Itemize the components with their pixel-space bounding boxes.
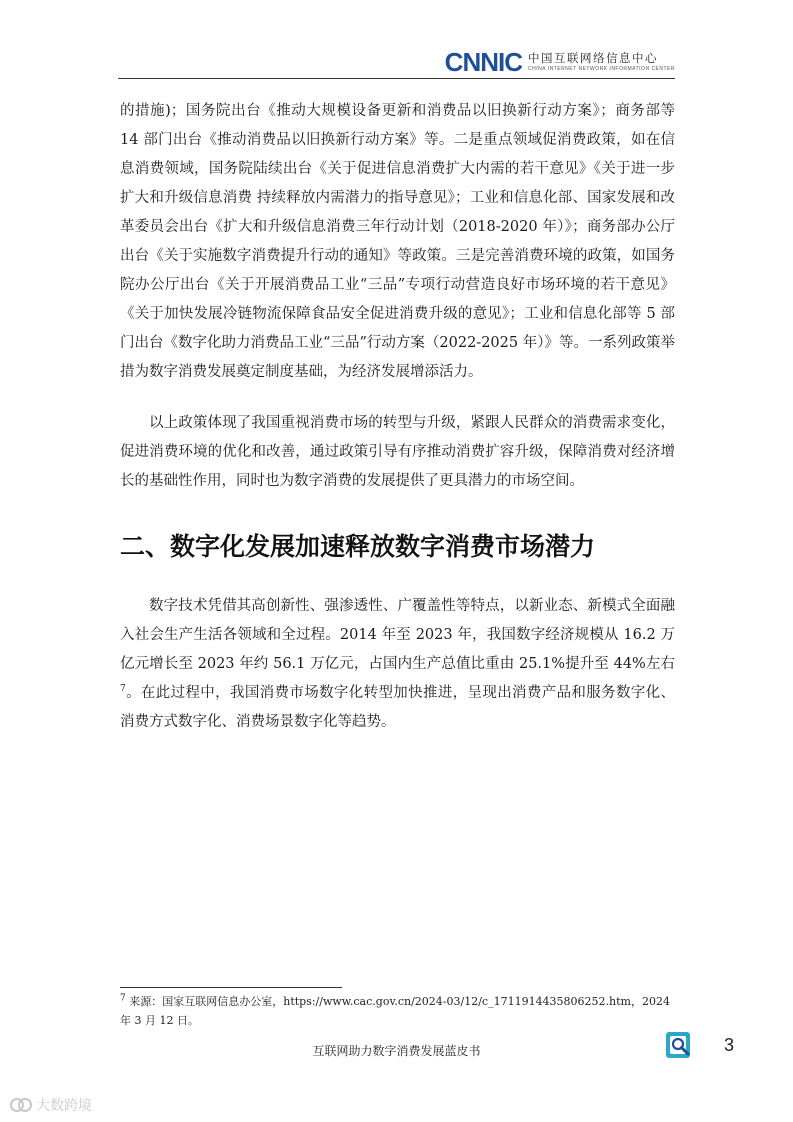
header-logo: [445, 47, 675, 77]
cnnic-logo-mark: CNNIC: [444, 47, 523, 77]
magnifier-report-icon: [664, 1030, 694, 1060]
cnnic-logo-text: [528, 51, 675, 73]
footer-book-title: 互联网助力数字消费发展蓝皮书: [312, 1044, 481, 1058]
cnnic-logo-en: CHINA INTERNET NETWORK INFORMATION CENTER: [528, 66, 675, 72]
footnote-ref[interactable]: 7: [120, 684, 126, 695]
section-title: 二、数字化发展加速释放数字消费市场潜力: [120, 532, 596, 561]
body-paragraph: [120, 592, 675, 737]
watermark-text: 大数跨境: [36, 1098, 92, 1114]
body-paragraph: 的措施)；国务院出台《推动大规模设备更新和消费品以旧换新行动方案》；商务部等 14 部门出台《推动消费品以旧换新行动方案》等。二是重点领域促消费政策，如在信息消费领域，国务院陆续出台《关于促进信息消费扩大内需的若干意见》《关于进一步扩大和升级信息消费 持续释放内需潜力的指导意见》；工业和信息化部、国家发展和改革委员会出台《扩大和升级信息消费三年行动计划（2018-2020 年）》；商务部办公厅出台《关于实施数字消费提升行动的通知》等政策。三是完善消费环境的政策，如国务院办公厅出台《关于开展消费品工业“三品”专项行动营造良好市场环境的若干意见》《关于加快发展冷链物流保障食品安全促进消费升级的意见》；工业和信息化部等 5 部门出台《数字化助力消费品工业“三品”行动方案（2022-2025 年）》等。一系列政策举措为数字消费发展奠定制度基础，为经济发展增添活力。: [120, 103, 675, 380]
paragraph-text: 。在此过程中，我国消费市场数字化转型加快推进，呈现出消费产品和服务数字化、消费方式数字化、消费场景数字化等趋势。: [120, 685, 675, 730]
body-paragraph: 以上政策体现了我国重视消费市场的转型与升级，紧跟人民群众的消费需求变化，促进消费环境的优化和改善，通过政策引导有序推动消费扩容升级，保障消费对经济增长的基础性作用，同时也为数字消费的发展提供了更具潜力的市场空间。: [120, 415, 675, 489]
footnote-number: 7: [120, 993, 126, 1004]
watermark: [10, 1095, 92, 1115]
page-number: 3: [724, 1035, 735, 1055]
paragraph-text: 数字技术凭借其高创新性、强渗透性、广覆盖性等特点，以新业态、新模式全面融入社会生产生活各领域和全过程。2014 年至 2023 年，我国数字经济规模从 16.2 万亿元增长至 2023 年约 56.1 万亿元，占国内生产总值比重由 25.1%提升至 44%左右: [120, 598, 675, 672]
footnote-text: 来源：国家互联网信息办公室，https://www.cac.gov.cn/2024-03/12/c_1711914435806252.htm，2024 年 3 月 12 日。: [120, 995, 670, 1027]
cnnic-logo-cn: 中国互联网络信息中心: [528, 51, 659, 65]
footnote: [120, 992, 675, 1030]
header-rule: [118, 78, 675, 79]
watermark-logo-icon: [10, 1096, 32, 1114]
footnote-rule: [120, 987, 342, 988]
